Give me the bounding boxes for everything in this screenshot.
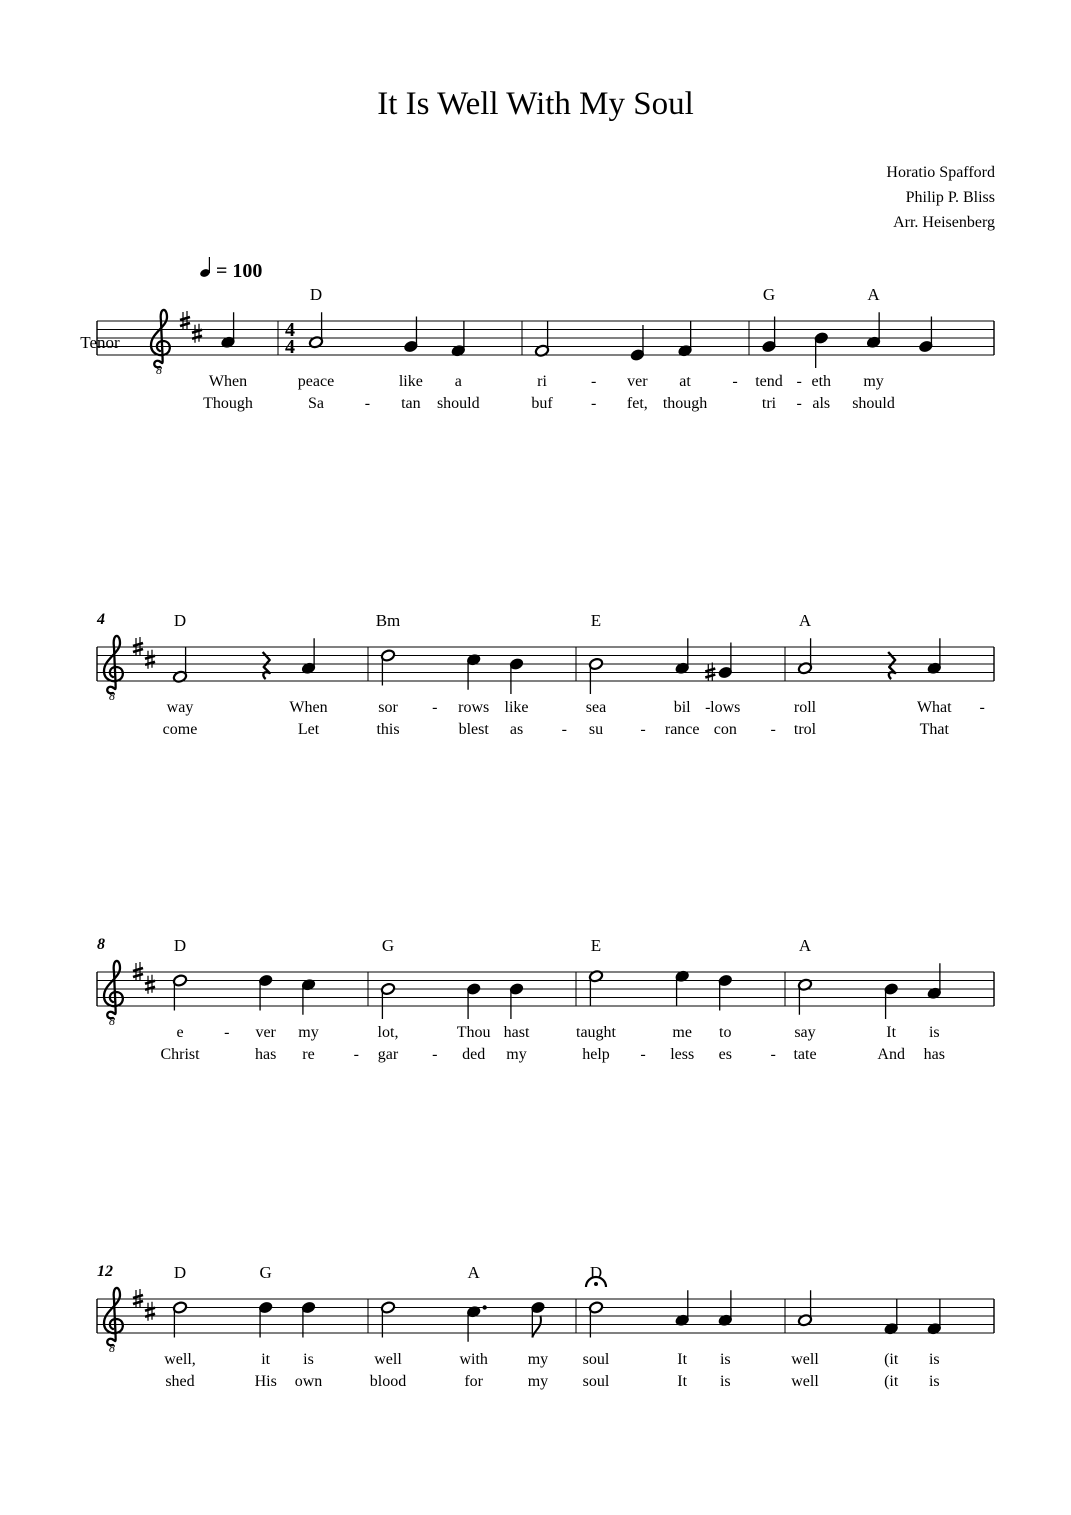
chord-symbol: G (381, 936, 395, 955)
lyric-hyphen: - (732, 373, 738, 390)
note (534, 321, 549, 358)
note (403, 317, 418, 354)
lyric-verse1: it (261, 1351, 271, 1368)
octave-8-mark: 8 (109, 689, 115, 703)
note (814, 331, 829, 368)
lyric-hyphen: - (364, 395, 371, 412)
lyric-verse2: should (852, 395, 895, 412)
measure-number: 8 (97, 936, 105, 953)
lyric-verse2: als (812, 395, 831, 412)
lyric-verse1: my (527, 1351, 549, 1368)
note (884, 982, 899, 1019)
chord-symbol: E (590, 611, 602, 630)
lyric-hyphen: - (796, 373, 802, 390)
chord-symbol: E (590, 936, 602, 955)
lyric-verse1: well (791, 1351, 819, 1368)
lyric-verse2: my (527, 1373, 549, 1390)
lyric-verse2: Let (297, 721, 320, 738)
sharp-bar (192, 330, 202, 333)
lyric-verse2: And (877, 1046, 905, 1063)
lyric-verse1: like (398, 373, 423, 390)
lyric-verse1: What (916, 699, 952, 716)
augmentation-dot (482, 1305, 486, 1309)
chord-symbol: D (309, 285, 323, 304)
lyric-hyphen: - (979, 699, 985, 716)
lyric-verse1: is (928, 1351, 940, 1368)
lyric-verse2: tan (401, 395, 421, 412)
lyric-hyphen: - (640, 1046, 646, 1063)
note (466, 982, 481, 1019)
lyric-verse2: That (919, 721, 949, 738)
lyric-verse2: this (376, 721, 400, 738)
note (509, 657, 524, 694)
lyric-verse1: my (298, 1024, 319, 1041)
lyric-verse2: come (162, 721, 198, 738)
lyric-verse1: a (454, 373, 462, 390)
lyric-verse1: When (208, 373, 248, 390)
chord-symbol: G (259, 1263, 272, 1282)
instrument-name: Tenor (80, 333, 120, 352)
lyric-verse1: to (719, 1024, 732, 1041)
lyric-verse2: gar (377, 1046, 399, 1063)
lyric-verse2: for (464, 1373, 484, 1390)
lyric-verse2: help (582, 1046, 610, 1063)
lyric-hyphen: - (770, 1046, 776, 1063)
time-signature-top: 4 (285, 319, 295, 341)
note (308, 312, 323, 349)
treble-clef-stroke (104, 636, 123, 693)
key-signature-sharp-icon (145, 1302, 155, 1321)
chord-symbol: D (173, 611, 187, 630)
lyric-verse1: like (504, 699, 529, 716)
note (451, 321, 466, 358)
note (761, 317, 776, 354)
lyric-verse2: Christ (160, 1046, 200, 1063)
note (258, 1301, 273, 1338)
lyric-hyphen: - (705, 699, 711, 716)
lyric-verse1: (it (884, 1351, 899, 1368)
lyric-verse1: is (719, 1351, 731, 1368)
lyric-verse2: Sa (308, 395, 324, 412)
lyric-verse2: soul (582, 1373, 610, 1390)
lyric-verse1: lows (710, 699, 741, 716)
key-signature-sharp-icon (192, 324, 202, 343)
key-signature-sharp-icon (145, 975, 155, 994)
lyric-hyphen: - (591, 395, 597, 412)
lyric-verse2: well (791, 1373, 819, 1390)
note (588, 657, 603, 694)
lyric-verse1: peace (297, 373, 335, 390)
lyric-hyphen: - (561, 721, 567, 738)
treble-clef-8vb-icon (104, 1288, 123, 1355)
lyric-verse2: should (436, 395, 480, 412)
lyric-verse2: less (670, 1046, 695, 1063)
chord-symbol: A (798, 611, 812, 630)
lyric-verse1: ver (627, 373, 648, 390)
lyric-verse1: soul (582, 1351, 610, 1368)
lyric-verse2: as (509, 721, 524, 738)
lyric-verse2: blood (369, 1373, 407, 1390)
lyric-verse1: lot, (377, 1024, 399, 1041)
sharp-bar (180, 317, 190, 320)
note (866, 312, 881, 349)
chord-symbol: D (173, 936, 187, 955)
lyric-verse2: has (255, 1046, 277, 1063)
sharp-bar (133, 649, 143, 652)
lyric-verse1: ver (255, 1024, 276, 1041)
note (466, 653, 481, 690)
note (884, 1299, 899, 1336)
lyric-verse2: su (588, 721, 604, 738)
treble-clef-stroke (151, 310, 170, 367)
note (258, 974, 273, 1011)
note (586, 1277, 606, 1338)
sharp-bar (145, 656, 155, 659)
note (380, 1301, 395, 1338)
sharp-bar (705, 675, 715, 678)
lyric-hyphen: - (796, 395, 802, 412)
lyric-verse1: rows (458, 699, 490, 716)
lyric-verse2: buf (531, 395, 553, 412)
treble-clef-stroke (104, 1288, 123, 1345)
note (675, 970, 690, 1007)
note (301, 978, 316, 1015)
note (797, 1290, 812, 1327)
note (630, 325, 645, 362)
note (927, 1299, 942, 1336)
chord-symbol: D (589, 1263, 603, 1282)
sharp-bar (133, 974, 143, 977)
chord-symbol: A (467, 1263, 480, 1282)
note (918, 317, 933, 354)
fermata-dot (594, 1282, 598, 1286)
lyric-hyphen: - (224, 1024, 230, 1041)
note (466, 1305, 487, 1342)
lyric-verse1: is (303, 1351, 314, 1368)
note (675, 1290, 690, 1327)
sharp-bar (133, 1301, 143, 1304)
lyric-verse1: my (863, 373, 884, 390)
lyric-verse2: (it (884, 1373, 899, 1390)
lyric-verse1: well, (164, 1351, 196, 1368)
note (927, 963, 942, 1000)
lyric-verse2: con (713, 721, 737, 738)
lyric-verse1: at (679, 373, 691, 390)
lyric-verse2: His (254, 1373, 277, 1390)
note (797, 978, 812, 1015)
quarter-rest-icon (263, 652, 270, 679)
note (718, 643, 733, 680)
lyric-verse1: me (672, 1024, 692, 1041)
lyric-verse1: ri (537, 373, 547, 390)
lyric-verse1: sor (378, 699, 398, 716)
sharp-bar (145, 1308, 155, 1311)
sharp-bar (705, 669, 715, 672)
pickup-note (220, 312, 235, 349)
lyric-verse2: tri (761, 395, 777, 412)
lyric-verse2: blest (458, 721, 489, 738)
lyric-hyphen: - (353, 1046, 359, 1063)
lyric-hyphen: - (640, 721, 646, 738)
chord-symbol: D (173, 1263, 187, 1282)
lyric-verse1: eth (811, 373, 832, 390)
lyric-verse2: Though (203, 395, 253, 412)
lyric-verse2: trol (793, 721, 817, 738)
lyric-verse1: It (886, 1024, 897, 1041)
note (301, 638, 316, 675)
note (927, 638, 942, 675)
note (509, 982, 524, 1019)
lyric-verse1: well (374, 1351, 402, 1368)
treble-clef-8vb-icon (104, 961, 123, 1028)
lyric-verse1: roll (793, 699, 817, 716)
lyric-verse2: is (928, 1373, 940, 1390)
lyric-hyphen: - (432, 699, 438, 716)
sharp-bar (133, 1295, 143, 1298)
octave-8-mark: 8 (109, 1341, 115, 1355)
chord-symbol: Bm (375, 611, 401, 630)
note (530, 1301, 545, 1338)
lyric-verse1: It (677, 1351, 688, 1368)
lyric-verse2: though (662, 395, 708, 412)
note (301, 1301, 316, 1338)
lyric-verse2: fet, (626, 395, 648, 412)
sharp-bar (133, 643, 143, 646)
measure-number: 12 (97, 1263, 113, 1280)
lyric-verse2: It (677, 1373, 688, 1390)
note (677, 321, 692, 358)
lyric-verse1: taught (576, 1024, 616, 1041)
lyric-verse2: is (719, 1373, 731, 1390)
lyric-hyphen: - (432, 1046, 438, 1063)
key-signature-sharp-icon (145, 650, 155, 669)
eighth-flag (532, 1316, 541, 1338)
note (718, 1290, 733, 1327)
sharp-bar (133, 968, 143, 971)
note (380, 982, 395, 1019)
lyric-verse2: tate (793, 1046, 817, 1063)
composer-credit: Philip P. Bliss (905, 189, 995, 206)
lyric-verse2: es (718, 1046, 732, 1063)
lyric-verse1: say (794, 1024, 816, 1041)
lyric-verse1: Thou (456, 1024, 491, 1041)
treble-clef-stroke (104, 961, 123, 1018)
treble-clef-8vb-icon (104, 636, 123, 703)
lyric-verse1: sea (585, 699, 607, 716)
lyric-verse2: has (923, 1046, 945, 1063)
song-title: It Is Well With My Soul (377, 86, 694, 122)
lyric-verse1: bil (673, 699, 691, 716)
sharp-bar (180, 323, 190, 326)
lyric-verse1: way (166, 699, 194, 716)
note (172, 1301, 187, 1338)
note (172, 974, 187, 1011)
chord-symbol: A (867, 285, 880, 304)
lyric-verse2: shed (165, 1373, 195, 1390)
lyricist-credit: Horatio Spafford (886, 164, 995, 181)
measure-number: 4 (97, 611, 105, 628)
note (797, 638, 812, 675)
lyric-verse1: tend (755, 373, 783, 390)
lyric-hyphen: - (591, 373, 597, 390)
quarter-rest-icon (888, 652, 895, 679)
note (380, 649, 395, 686)
note (172, 647, 187, 684)
note (675, 638, 690, 675)
lyric-verse1: e (176, 1024, 184, 1041)
lyric-hyphen: - (770, 721, 776, 738)
chord-symbol: G (762, 285, 776, 304)
treble-clef-8vb-icon (151, 310, 170, 377)
lyric-verse2: rance (664, 721, 700, 738)
time-signature-bottom: 4 (285, 336, 295, 358)
tempo-marking: = 100 (216, 260, 263, 282)
lyric-verse1: with (459, 1351, 488, 1368)
note (588, 970, 603, 1007)
octave-8-mark: 8 (109, 1014, 115, 1028)
lyric-verse1: hast (503, 1024, 530, 1041)
lyric-verse2: my (506, 1046, 527, 1063)
note (718, 974, 733, 1011)
sharp-bar (145, 981, 155, 984)
lyric-verse1: is (928, 1024, 940, 1041)
lyric-verse2: own (294, 1373, 323, 1390)
lyric-verse2: ded (462, 1046, 486, 1063)
octave-8-mark: 8 (156, 363, 162, 377)
arranger-credit: Arr. Heisenberg (893, 214, 995, 231)
lyric-verse1: When (289, 699, 328, 716)
lyric-verse2: re (302, 1046, 315, 1063)
chord-symbol: A (798, 936, 812, 955)
